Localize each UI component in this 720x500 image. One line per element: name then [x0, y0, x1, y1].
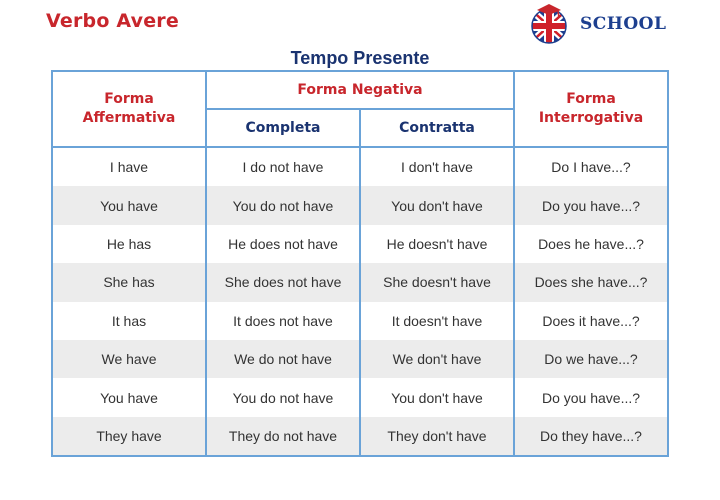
table-cell: We have: [53, 340, 207, 378]
header-completa: Completa: [207, 110, 361, 148]
table-cell: Do we have...?: [515, 340, 667, 378]
table-cell: You do not have: [207, 378, 361, 416]
header-interrogativa: Forma Interrogativa: [515, 72, 667, 148]
table-cell: We don't have: [361, 340, 515, 378]
table-cell: Does she have...?: [515, 263, 667, 301]
union-jack-globe-icon: [527, 2, 577, 46]
table-cell: You have: [53, 186, 207, 224]
page-heading: Verbo Avere: [46, 10, 179, 32]
table-cell: Do they have...?: [515, 417, 667, 455]
header-contratta: Contratta: [361, 110, 515, 148]
table-cell: Do I have...?: [551, 159, 631, 176]
table-cell: We do not have: [207, 340, 361, 378]
school-logo: [527, 2, 666, 46]
table-cell: Does he have...?: [538, 235, 644, 252]
table-cell: She has: [53, 263, 207, 301]
logo-text: SCHOOL: [580, 14, 667, 34]
table-cell: It doesn't have: [361, 302, 515, 340]
table-cell: I don't have: [361, 148, 515, 186]
table-cell: Do you have...?: [541, 389, 641, 406]
table-cell: They have: [53, 417, 207, 455]
table-cell: You do not have: [207, 186, 361, 224]
table-cell: He doesn't have: [361, 225, 515, 263]
table-cell: He has: [53, 225, 207, 263]
table-cell: Does it have...?: [542, 312, 640, 329]
header-affermativa: Forma Affermativa: [53, 72, 207, 148]
table-cell: You don't have: [361, 186, 515, 224]
table-cell: They do not have: [207, 417, 361, 455]
table-cell: She does not have: [207, 263, 361, 301]
table-cell: I do not have: [207, 148, 361, 186]
conjugation-table: [51, 70, 669, 457]
table-cell: I have: [53, 148, 207, 186]
table-cell: She doesn't have: [361, 263, 515, 301]
table-cell: It has: [53, 302, 207, 340]
header-negativa: Forma Negativa: [207, 72, 515, 110]
table-cell: Do you have...?: [515, 186, 667, 224]
table-title: Tempo Presente: [290, 48, 430, 68]
table-cell: You have: [53, 378, 207, 416]
table-cell: It does not have: [207, 302, 361, 340]
table-cell: They don't have: [361, 417, 515, 455]
table-cell: He does not have: [207, 225, 361, 263]
table-cell: You don't have: [361, 378, 515, 416]
